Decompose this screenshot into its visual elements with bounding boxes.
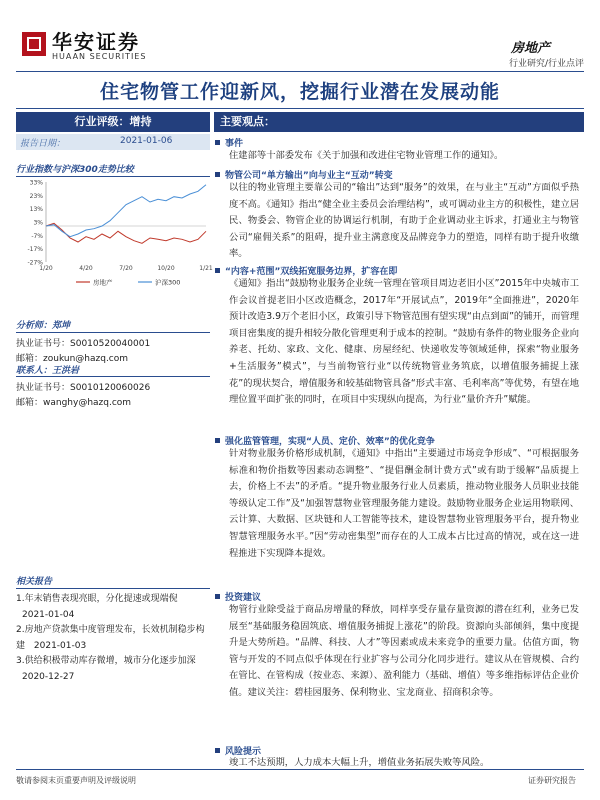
y-tick-label: 3% [33, 219, 43, 227]
section-body-event: 住建部等十部委发布《关于加强和改进住宅物业管理工作的通知》。 [229, 150, 504, 161]
analyst-divider [16, 332, 210, 333]
analyst-cert-label: 执业证书号： [16, 339, 71, 349]
contact-email [16, 395, 131, 408]
report-date-label: 报告日期： [20, 139, 66, 149]
bullet-icon [215, 748, 220, 753]
sector-label: 房地产 [510, 41, 550, 56]
related-report-text: 2.房地产贷款集中度管理发布，长效机制稳步构建 [16, 625, 205, 651]
contact-email-label: 邮箱： [16, 398, 44, 408]
y-tick-label: 33% [29, 179, 43, 187]
y-tick-label: -27% [27, 259, 43, 267]
contact-title: 联系人：王洪岩 [16, 366, 80, 376]
report-date-value: 2021-01-06 [120, 136, 173, 146]
x-tick-label: 4/20 [79, 265, 93, 272]
related-divider [16, 588, 210, 589]
footer-disclaimer[interactable]: 敬请参阅末页重要声明及评级说明 [16, 776, 136, 785]
x-tick-label: 1/20 [39, 265, 53, 272]
related-report-date: 2020-12-27 [22, 671, 75, 682]
rating-bar: 行业评级：增持 [16, 112, 210, 132]
related-report-item[interactable] [16, 623, 210, 654]
report-type: 行业研究/行业点评 [508, 59, 584, 69]
bullet-icon [215, 268, 220, 273]
section-body-scope: 《通知》指出“鼓励物业服务企业统一管理在管项目周边老旧小区”2015年中央城市工作会议首提老旧小区改造概念，2017年“开展试点”，2019年“全面推进”，2020年预计改造3.9万个老旧小区，政策引导下物管范围有望实现“由点到面”的铺开，而管理项目密集度的提升相较分散化管理更利于成本的控制。“鼓励有条件的物业服务企业向养老、托幼、家政、文化、健康、房屋经纪、快递收发等领域延伸，探索“物业服务+生活服务”模式”，与当前物管行业“以传统物管业务筑底，以增值服务捕捉上涨花”的现状契合，增值服务和较基础物管具备“形式丰富、毛利率高”等优势，有望在地理位置平面扩张的同时，在项目中实现纵向提高，为行业“量价齐升”赋能。 [229, 278, 579, 406]
logo-mark [22, 32, 46, 56]
x-tick-label: 7/20 [119, 265, 133, 272]
related-reports-list [16, 592, 210, 685]
contact-cert-label: 执业证书号： [16, 383, 71, 393]
legend-label: 房地产 [93, 278, 113, 287]
section-head-risk: 风险提示 [225, 747, 262, 757]
y-tick-label: 13% [29, 206, 43, 214]
section-head-regulation: 强化监管管理，实现“人员、定价、效率”的优化竞争 [225, 437, 435, 447]
analyst-email-label: 邮箱： [16, 354, 44, 364]
section-head-investment: 投资建议 [225, 593, 262, 603]
logo-subtext: HUAAN SECURITIES [52, 52, 147, 61]
bullet-icon [215, 438, 220, 443]
title-divider [16, 108, 584, 109]
footer-label: 证券研究报告 [528, 776, 576, 785]
legend-label: 沪深300 [155, 278, 181, 287]
related-reports-title: 相关报告 [16, 577, 53, 587]
chart-title: 行业指数与沪深300走势比较 [16, 165, 134, 175]
bullet-icon [215, 594, 220, 599]
x-tick-label: 1/21 [199, 265, 213, 272]
section-body-regulation: 针对物业服务价格形成机制，《通知》中指出“主要通过市场竞争形成”、“可根据服务标准和物价指数等因素动态调整”、“提倡酬金制计费方式”或有助于缓解“品质提上去，价格上不去”的矛盾。“提升物业服务行业人员素质，推动物业服务人员职业技能等级认定工作”及“加强智慧物业管理服务能力建设。鼓励物业服务企业运用物联网、云计算、大数据、区块链和人工智能等技术，建设智慧物业管理服务平台，提升物业智慧管理服务水平。”因“劳动密集型”而存在的人工成本占比过高的情况，或在这一进程推进下实现降本提效。 [229, 448, 579, 559]
logo-text: 华安证券 [52, 30, 140, 54]
related-report-text: 3.供给积极带动库存微增，城市分化逐步加深 [16, 656, 196, 666]
contact-email-value[interactable]: wanghy@hazq.com [43, 398, 132, 408]
related-report-date: 2021-01-03 [33, 640, 87, 651]
analyst-email-value[interactable]: zoukun@hazq.com [43, 354, 129, 364]
page-title: 住宅物管工作迎新风，挖掘行业潜在发展动能 [99, 81, 500, 103]
related-report-item[interactable] [16, 654, 210, 685]
x-tick-label: 10/20 [157, 265, 175, 272]
analyst-title: 分析师：郑坤 [16, 321, 71, 331]
report-date-row [16, 134, 210, 150]
y-tick-label: 23% [29, 192, 43, 200]
series-line-hs300 [46, 185, 206, 237]
bullet-icon [215, 140, 220, 145]
contact-cert-value: S0010120060026 [70, 383, 151, 393]
y-tick-label: -7% [31, 232, 43, 240]
section-head-event: 事件 [225, 139, 244, 149]
related-report-date: 2021-01-04 [22, 609, 75, 620]
contact-divider [16, 376, 210, 377]
section-head-interaction: 物管公司“单方输出”向与业主“互动”转变 [225, 171, 393, 181]
section-body-investment: 物管行业除受益于商品房增量的释放，同样享受存量存量资源的潜在红利，业务已发展至“基础服务稳固筑底、增值服务捕捉上涨花”的阶段。资源向头部倾斜，集中度提升是大势所趋。“品牌、科技、人才”等因素或成未来竞争的重要力量。估值方面，物管与开发的不同点似乎体现在行业扩容与公司分化同步进行。建议从在管规模、合约在管比、在管构成（按业态、来源）、盈利能力（基础、增值）等多维指标评估企业价值。建议关注：碧桂园服务、保利物业、宝龙商业、招商积余等。 [229, 604, 579, 698]
section-body-interaction: 以往的物业管理主要靠公司的“输出”达到“服务”的效果，在与业主“互动”方面似乎热度不高。《通知》指出“健全业主委员会治理结构”，或可调动业主方的积极性，建立居民、物委会、物管企业的协调运行机制，有助于企业调动业主诉求，打通业主与物管公司“雇佣关系”的阻碍，提升业主满意度及品牌竞争力的塑造，同样有助于提升收缴率。 [229, 182, 579, 260]
index-comparison-chart [16, 178, 213, 288]
section-body-risk: 竣工不达预期，人力成本大幅上升，增值业务拓展失败等风险。 [229, 757, 490, 768]
bullet-icon [215, 172, 220, 177]
footer-divider [16, 769, 584, 770]
contact-cert [16, 380, 150, 393]
analyst-cert [16, 336, 150, 349]
chart-divider [16, 176, 210, 177]
related-report-text: 1.年末销售表现亮眼，分化提速或现端倪 [16, 594, 178, 604]
analyst-cert-value: S0010520040001 [70, 339, 151, 349]
y-tick-label: -17% [27, 246, 43, 254]
section-head-scope: “内容+范围”双线拓宽服务边界，扩容在即 [225, 267, 398, 277]
header-divider [16, 71, 584, 72]
series-line-realestate [46, 223, 206, 243]
main-points-header: 主要观点： [214, 112, 584, 132]
related-report-item[interactable] [16, 592, 210, 623]
